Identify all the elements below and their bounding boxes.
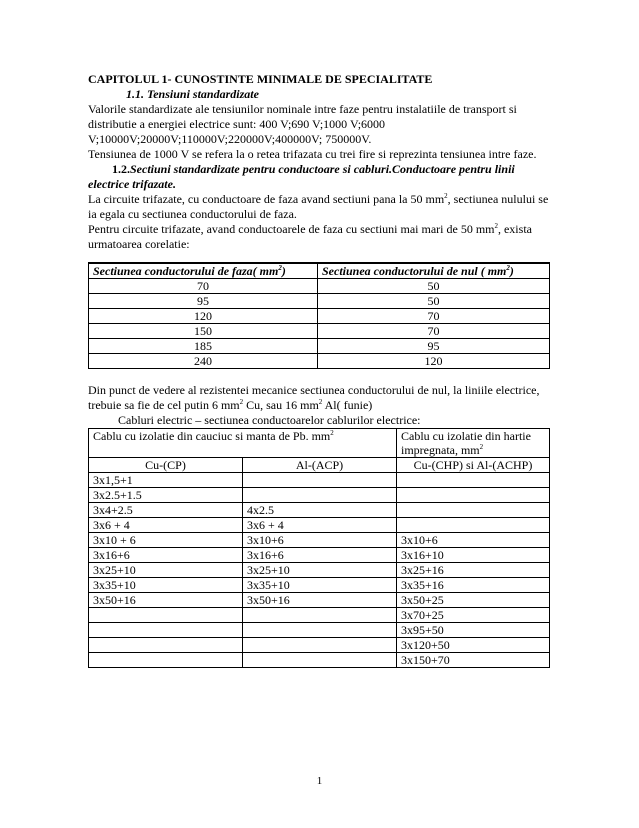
rubber-cable-header bbox=[89, 429, 397, 458]
phase-section-cell: 120 bbox=[89, 309, 318, 324]
cu-cp-cell bbox=[89, 638, 243, 653]
phase-section-cell: 150 bbox=[89, 324, 318, 339]
paper-cable-header bbox=[397, 429, 550, 458]
table-row bbox=[89, 533, 550, 548]
table-header-row bbox=[89, 263, 550, 279]
neutral-section-header bbox=[318, 263, 550, 279]
superscript: 2 bbox=[330, 429, 334, 437]
al-acp-cell bbox=[243, 638, 397, 653]
chp-achp-header: Cu-(CHP) si Al-(ACHP) bbox=[397, 458, 550, 473]
spacer bbox=[88, 369, 550, 383]
cu-cp-cell: 3x1,5+1 bbox=[89, 473, 243, 488]
section-heading-1-1: 1.1. Tensiuni standardizate bbox=[126, 87, 259, 101]
table-row bbox=[89, 638, 550, 653]
cable-section-table bbox=[88, 428, 550, 668]
table-row bbox=[89, 279, 550, 294]
text-run: ) bbox=[509, 264, 514, 278]
section-heading-1-2-cont: electrice trifazate. bbox=[88, 177, 176, 191]
cu-cp-cell: 3x50+16 bbox=[89, 593, 243, 608]
text-run: Pentru circuite trifazate, avand conductoarele de faza cu sectiuni mai mari de 50 mm bbox=[88, 222, 495, 236]
section-number: 1.2. bbox=[112, 162, 130, 176]
table-row bbox=[89, 578, 550, 593]
table-row bbox=[89, 548, 550, 563]
text-run: Cablu cu izolatie din cauciuc si manta de Pb. mm bbox=[93, 429, 331, 443]
section-heading-1-2 bbox=[88, 162, 550, 177]
table-row bbox=[89, 623, 550, 638]
phase-section-cell: 185 bbox=[89, 339, 318, 354]
phase-section-cell: 240 bbox=[89, 354, 318, 369]
neutral-section-cell: 95 bbox=[318, 339, 550, 354]
text-run: Sectiunea conductorului de faza( mm bbox=[93, 264, 279, 278]
al-acp-header: Al-(ACP) bbox=[243, 458, 397, 473]
page-number: 1 bbox=[316, 775, 323, 787]
cu-cp-header: Cu-(CP) bbox=[89, 458, 243, 473]
table-row bbox=[89, 473, 550, 488]
table-body bbox=[89, 429, 550, 668]
table-row bbox=[89, 518, 550, 533]
superscript: 2 bbox=[506, 264, 510, 272]
text-run: La circuite trifazate, cu conductoare de faza avand sectiuni pana la 50 mm bbox=[88, 192, 445, 206]
al-acp-cell bbox=[243, 473, 397, 488]
al-acp-cell bbox=[243, 608, 397, 623]
paragraph-correlation bbox=[88, 222, 550, 252]
chp-achp-cell bbox=[397, 473, 550, 488]
neutral-section-table bbox=[88, 262, 550, 369]
chp-achp-cell: 3x120+50 bbox=[397, 638, 550, 653]
table-subheader-row bbox=[89, 458, 550, 473]
table-body bbox=[89, 279, 550, 369]
chp-achp-cell: 3x70+25 bbox=[397, 608, 550, 623]
neutral-section-cell: 50 bbox=[318, 294, 550, 309]
cu-cp-cell bbox=[89, 608, 243, 623]
paragraph-neutral-equal bbox=[88, 192, 550, 222]
phase-section-cell: 95 bbox=[89, 294, 318, 309]
al-acp-cell bbox=[243, 488, 397, 503]
phase-section-cell: 70 bbox=[89, 279, 318, 294]
chp-achp-cell: 3x25+16 bbox=[397, 563, 550, 578]
neutral-section-cell: 50 bbox=[318, 279, 550, 294]
table-row bbox=[89, 563, 550, 578]
chp-achp-cell bbox=[397, 503, 550, 518]
page-content bbox=[88, 72, 550, 668]
text-run: , exista urmatoarea corelatie: bbox=[88, 222, 532, 251]
superscript: 2 bbox=[444, 192, 448, 200]
cu-cp-cell: 3x35+10 bbox=[89, 578, 243, 593]
cu-cp-cell: 3x16+6 bbox=[89, 548, 243, 563]
chp-achp-cell: 3x10+6 bbox=[397, 533, 550, 548]
cu-cp-cell bbox=[89, 623, 243, 638]
text-run: Al( funie) bbox=[322, 398, 373, 412]
chp-achp-cell: 3x16+10 bbox=[397, 548, 550, 563]
al-acp-cell: 3x50+16 bbox=[243, 593, 397, 608]
cu-cp-cell: 3x10 + 6 bbox=[89, 533, 243, 548]
chapter-title: CAPITOLUL 1- CUNOSTINTE MINIMALE DE SPECIALITATE bbox=[88, 72, 433, 86]
chp-achp-cell: 3x150+70 bbox=[397, 653, 550, 668]
phase-section-header bbox=[89, 263, 318, 279]
text-run: , sectiunea nulului se ia egala cu sectiunea conductorului de faza. bbox=[88, 192, 549, 221]
section-heading-text: Sectiuni standardizate pentru conductoare si cabluri.Conductoare pentru linii bbox=[130, 162, 515, 176]
cu-cp-cell: 3x6 + 4 bbox=[89, 518, 243, 533]
superscript: 2 bbox=[278, 264, 282, 272]
paragraph-mechanical bbox=[88, 383, 550, 413]
table-row bbox=[89, 503, 550, 518]
superscript: 2 bbox=[494, 222, 498, 230]
neutral-section-cell: 120 bbox=[318, 354, 550, 369]
text-run: ) bbox=[281, 264, 286, 278]
cu-cp-cell bbox=[89, 653, 243, 668]
al-acp-cell: 4x2.5 bbox=[243, 503, 397, 518]
cu-cp-cell: 3x2.5+1.5 bbox=[89, 488, 243, 503]
cu-cp-cell: 3x25+10 bbox=[89, 563, 243, 578]
al-acp-cell bbox=[243, 623, 397, 638]
al-acp-cell: 3x16+6 bbox=[243, 548, 397, 563]
table-row bbox=[89, 324, 550, 339]
al-acp-cell: 3x10+6 bbox=[243, 533, 397, 548]
superscript: 2 bbox=[479, 443, 484, 451]
al-acp-cell bbox=[243, 653, 397, 668]
superscript: 2 bbox=[318, 398, 323, 406]
cu-cp-cell: 3x4+2.5 bbox=[89, 503, 243, 518]
paragraph-voltages: Valorile standardizate ale tensiunilor nominale intre faze pentru instalatiile de transport si distributie a energiei electrice sunt: 400 V;690 V;1000 V;6000 V;10000V;20000V;110000V;220000V;400000V; 750000V. bbox=[88, 102, 517, 146]
table-row bbox=[89, 354, 550, 369]
text-run: Sectiunea conductorului de nul ( mm bbox=[322, 264, 507, 278]
paragraph-1000v: Tensiunea de 1000 V se refera la o retea trifazata cu trei fire si reprezinta tensiunea intre faze. bbox=[88, 147, 537, 161]
al-acp-cell: 3x6 + 4 bbox=[243, 518, 397, 533]
text-run: Cu, sau 16 mm bbox=[243, 398, 319, 412]
neutral-section-cell: 70 bbox=[318, 309, 550, 324]
table-row bbox=[89, 608, 550, 623]
al-acp-cell: 3x35+10 bbox=[243, 578, 397, 593]
table-row bbox=[89, 339, 550, 354]
chp-achp-cell bbox=[397, 518, 550, 533]
chp-achp-cell: 3x35+16 bbox=[397, 578, 550, 593]
al-acp-cell: 3x25+10 bbox=[243, 563, 397, 578]
chp-achp-cell: 3x95+50 bbox=[397, 623, 550, 638]
table-header-row bbox=[89, 429, 550, 458]
table-row bbox=[89, 294, 550, 309]
table-row bbox=[89, 488, 550, 503]
neutral-section-cell: 70 bbox=[318, 324, 550, 339]
chp-achp-cell: 3x50+25 bbox=[397, 593, 550, 608]
table-row bbox=[89, 653, 550, 668]
paragraph-cables: Cabluri electric – sectiunea conductoarelor cablurilor electrice: bbox=[118, 413, 421, 427]
text-run: Cablu cu izolatie din hartie impregnata, mm bbox=[401, 429, 531, 457]
table-row bbox=[89, 309, 550, 324]
table-row bbox=[89, 593, 550, 608]
superscript: 2 bbox=[239, 398, 244, 406]
chp-achp-cell bbox=[397, 488, 550, 503]
text-run: Din punct de vedere al rezistentei mecanice sectiunea conductorului de nul, la liniile electrice, trebuie sa fie de cel putin 6 mm bbox=[88, 383, 540, 412]
